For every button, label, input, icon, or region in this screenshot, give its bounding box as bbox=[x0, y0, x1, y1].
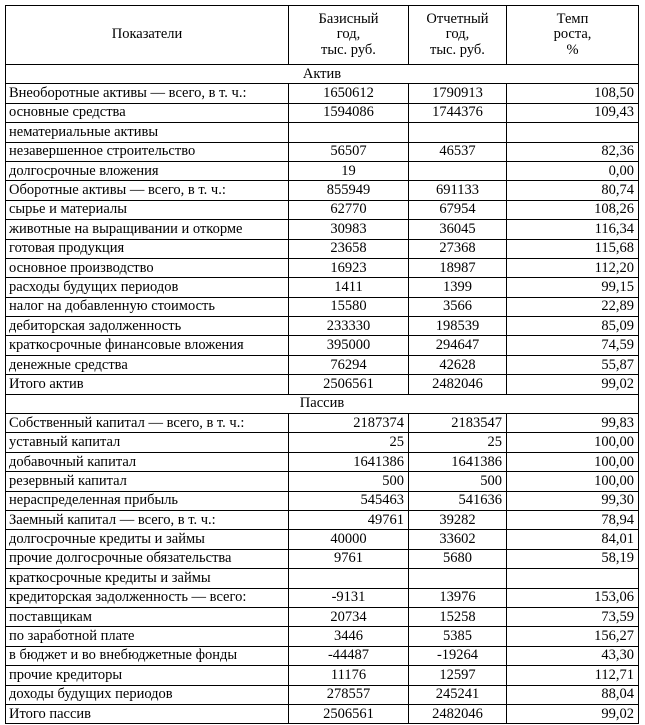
row-growth-rate-cell: 153,06 bbox=[507, 588, 639, 607]
row-indicator-cell: резервный капитал bbox=[6, 472, 289, 491]
row-growth-rate-cell: 84,01 bbox=[507, 530, 639, 549]
table-row bbox=[6, 336, 639, 355]
row-growth-rate-cell: 80,74 bbox=[507, 181, 639, 200]
row-growth-rate-cell: 109,43 bbox=[507, 103, 639, 122]
row-growth-rate-cell: 108,26 bbox=[507, 200, 639, 219]
row-base-year-cell: 233330 bbox=[289, 317, 409, 336]
row-growth-rate-cell: 156,27 bbox=[507, 627, 639, 646]
table-row bbox=[6, 239, 639, 258]
header-row bbox=[6, 6, 639, 65]
row-report-year-cell: 67954 bbox=[409, 200, 507, 219]
row-base-year-cell: 500 bbox=[289, 472, 409, 491]
table-row bbox=[6, 472, 639, 491]
section-header bbox=[6, 65, 639, 84]
row-indicator-cell: незавершенное строительство bbox=[6, 142, 289, 161]
row-growth-rate-cell: 22,89 bbox=[507, 297, 639, 316]
row-growth-rate-cell: 78,94 bbox=[507, 510, 639, 529]
row-indicator-cell: краткосрочные финансовые вложения bbox=[6, 336, 289, 355]
table-row bbox=[6, 452, 639, 471]
row-indicator-cell: прочие долгосрочные обязательства bbox=[6, 549, 289, 568]
table-row bbox=[6, 607, 639, 626]
row-growth-rate-cell: 88,04 bbox=[507, 685, 639, 704]
row-indicator-cell: денежные средства bbox=[6, 355, 289, 374]
balance-table bbox=[5, 5, 639, 724]
row-report-year-cell: 1641386 bbox=[409, 452, 507, 471]
row-indicator-cell: краткосрочные кредиты и займы bbox=[6, 569, 289, 588]
row-report-year-cell: 294647 bbox=[409, 336, 507, 355]
row-base-year-cell: 3446 bbox=[289, 627, 409, 646]
row-report-year-cell: 42628 bbox=[409, 355, 507, 374]
row-report-year-cell bbox=[409, 569, 507, 588]
row-indicator-cell: налог на добавленную стоимость bbox=[6, 297, 289, 316]
row-report-year-cell: 33602 bbox=[409, 530, 507, 549]
header-report-year: Отчетный год, тыс. руб. bbox=[409, 6, 507, 65]
row-base-year-cell bbox=[289, 569, 409, 588]
row-base-year-cell: 76294 bbox=[289, 355, 409, 374]
row-report-year-cell: 25 bbox=[409, 433, 507, 452]
table-row bbox=[6, 530, 639, 549]
row-base-year-cell: 2506561 bbox=[289, 375, 409, 394]
row-report-year-cell: 36045 bbox=[409, 220, 507, 239]
row-report-year-cell: 2482046 bbox=[409, 704, 507, 723]
table-row bbox=[6, 666, 639, 685]
row-report-year-cell: 46537 bbox=[409, 142, 507, 161]
row-report-year-cell: 541636 bbox=[409, 491, 507, 510]
table-body bbox=[6, 65, 639, 724]
row-report-year-cell: 500 bbox=[409, 472, 507, 491]
row-growth-rate-cell: 58,19 bbox=[507, 549, 639, 568]
row-report-year-cell: -19264 bbox=[409, 646, 507, 665]
row-report-year-cell bbox=[409, 123, 507, 142]
table-row bbox=[6, 549, 639, 568]
row-indicator-cell: Итого пассив bbox=[6, 704, 289, 723]
row-report-year-cell: 39282 bbox=[409, 510, 507, 529]
row-base-year-cell: 25 bbox=[289, 433, 409, 452]
row-base-year-cell: 1594086 bbox=[289, 103, 409, 122]
table-row bbox=[6, 685, 639, 704]
row-base-year-cell: 278557 bbox=[289, 685, 409, 704]
row-base-year-cell: 1641386 bbox=[289, 452, 409, 471]
row-base-year-cell: 545463 bbox=[289, 491, 409, 510]
row-base-year-cell: 1411 bbox=[289, 278, 409, 297]
table-row bbox=[6, 220, 639, 239]
row-report-year-cell: 2183547 bbox=[409, 414, 507, 433]
row-growth-rate-cell bbox=[507, 569, 639, 588]
row-base-year-cell: 16923 bbox=[289, 258, 409, 277]
row-indicator-cell: добавочный капитал bbox=[6, 452, 289, 471]
table-row bbox=[6, 646, 639, 665]
row-indicator-cell: расходы будущих периодов bbox=[6, 278, 289, 297]
table-row bbox=[6, 258, 639, 277]
row-report-year-cell bbox=[409, 161, 507, 180]
table-row bbox=[6, 142, 639, 161]
row-growth-rate-cell: 99,30 bbox=[507, 491, 639, 510]
table-row bbox=[6, 627, 639, 646]
section-header bbox=[6, 394, 639, 413]
row-growth-rate-cell: 116,34 bbox=[507, 220, 639, 239]
row-report-year-cell: 1790913 bbox=[409, 84, 507, 103]
row-base-year-cell: 19 bbox=[289, 161, 409, 180]
row-indicator-cell: долгосрочные кредиты и займы bbox=[6, 530, 289, 549]
row-growth-rate-cell bbox=[507, 123, 639, 142]
row-base-year-cell: 2506561 bbox=[289, 704, 409, 723]
row-base-year-cell: -44487 bbox=[289, 646, 409, 665]
section-title: Пассив bbox=[6, 394, 639, 413]
table-row bbox=[6, 355, 639, 374]
table-row bbox=[6, 510, 639, 529]
table-row bbox=[6, 375, 639, 394]
row-indicator-cell: уставный капитал bbox=[6, 433, 289, 452]
table-row bbox=[6, 491, 639, 510]
row-report-year-cell: 1399 bbox=[409, 278, 507, 297]
row-report-year-cell: 245241 bbox=[409, 685, 507, 704]
row-indicator-cell: в бюджет и во внебюджетные фонды bbox=[6, 646, 289, 665]
row-growth-rate-cell: 100,00 bbox=[507, 433, 639, 452]
row-indicator-cell: поставщикам bbox=[6, 607, 289, 626]
table-row bbox=[6, 123, 639, 142]
header-base-year: Базисный год, тыс. руб. bbox=[289, 6, 409, 65]
row-growth-rate-cell: 99,02 bbox=[507, 704, 639, 723]
table-row bbox=[6, 103, 639, 122]
section-title: Актив bbox=[6, 65, 639, 84]
row-base-year-cell: 15580 bbox=[289, 297, 409, 316]
row-indicator-cell: животные на выращивании и откорме bbox=[6, 220, 289, 239]
table-row bbox=[6, 433, 639, 452]
row-growth-rate-cell: 115,68 bbox=[507, 239, 639, 258]
row-indicator-cell: доходы будущих периодов bbox=[6, 685, 289, 704]
table-row bbox=[6, 588, 639, 607]
row-growth-rate-cell: 55,87 bbox=[507, 355, 639, 374]
row-report-year-cell: 5680 bbox=[409, 549, 507, 568]
table-row bbox=[6, 414, 639, 433]
row-base-year-cell: 56507 bbox=[289, 142, 409, 161]
table-row bbox=[6, 569, 639, 588]
row-report-year-cell: 1744376 bbox=[409, 103, 507, 122]
row-report-year-cell: 18987 bbox=[409, 258, 507, 277]
row-indicator-cell: Итого актив bbox=[6, 375, 289, 394]
row-report-year-cell: 15258 bbox=[409, 607, 507, 626]
row-report-year-cell: 2482046 bbox=[409, 375, 507, 394]
row-indicator-cell: дебиторская задолженность bbox=[6, 317, 289, 336]
table-row bbox=[6, 704, 639, 723]
row-base-year-cell: -9131 bbox=[289, 588, 409, 607]
row-base-year-cell: 62770 bbox=[289, 200, 409, 219]
row-base-year-cell: 20734 bbox=[289, 607, 409, 626]
row-base-year-cell bbox=[289, 123, 409, 142]
table-row bbox=[6, 297, 639, 316]
row-growth-rate-cell: 112,20 bbox=[507, 258, 639, 277]
row-indicator-cell: Заемный капитал — всего, в т. ч.: bbox=[6, 510, 289, 529]
table-row bbox=[6, 84, 639, 103]
row-report-year-cell: 198539 bbox=[409, 317, 507, 336]
row-report-year-cell: 5385 bbox=[409, 627, 507, 646]
row-indicator-cell: сырье и материалы bbox=[6, 200, 289, 219]
row-base-year-cell: 30983 bbox=[289, 220, 409, 239]
row-base-year-cell: 23658 bbox=[289, 239, 409, 258]
row-growth-rate-cell: 82,36 bbox=[507, 142, 639, 161]
row-growth-rate-cell: 85,09 bbox=[507, 317, 639, 336]
row-base-year-cell: 855949 bbox=[289, 181, 409, 200]
header-growth-rate: Темп роста, % bbox=[507, 6, 639, 65]
row-indicator-cell: нераспределенная прибыль bbox=[6, 491, 289, 510]
row-indicator-cell: Внеоборотные активы — всего, в т. ч.: bbox=[6, 84, 289, 103]
row-base-year-cell: 395000 bbox=[289, 336, 409, 355]
header-indicator: Показатели bbox=[6, 6, 289, 65]
row-report-year-cell: 27368 bbox=[409, 239, 507, 258]
table-row bbox=[6, 278, 639, 297]
row-growth-rate-cell: 108,50 bbox=[507, 84, 639, 103]
table-row bbox=[6, 200, 639, 219]
row-indicator-cell: долгосрочные вложения bbox=[6, 161, 289, 180]
row-growth-rate-cell: 73,59 bbox=[507, 607, 639, 626]
row-growth-rate-cell: 0,00 bbox=[507, 161, 639, 180]
row-base-year-cell: 11176 bbox=[289, 666, 409, 685]
row-growth-rate-cell: 100,00 bbox=[507, 452, 639, 471]
row-report-year-cell: 13976 bbox=[409, 588, 507, 607]
row-report-year-cell: 12597 bbox=[409, 666, 507, 685]
row-indicator-cell: по заработной плате bbox=[6, 627, 289, 646]
row-indicator-cell: Собственный капитал — всего, в т. ч.: bbox=[6, 414, 289, 433]
row-indicator-cell: Оборотные активы — всего, в т. ч.: bbox=[6, 181, 289, 200]
table-row bbox=[6, 181, 639, 200]
row-report-year-cell: 3566 bbox=[409, 297, 507, 316]
row-report-year-cell: 691133 bbox=[409, 181, 507, 200]
table-row bbox=[6, 161, 639, 180]
row-base-year-cell: 49761 bbox=[289, 510, 409, 529]
row-growth-rate-cell: 43,30 bbox=[507, 646, 639, 665]
row-base-year-cell: 9761 bbox=[289, 549, 409, 568]
row-indicator-cell: нематериальные активы bbox=[6, 123, 289, 142]
row-growth-rate-cell: 99,15 bbox=[507, 278, 639, 297]
row-base-year-cell: 1650612 bbox=[289, 84, 409, 103]
row-indicator-cell: основное производство bbox=[6, 258, 289, 277]
row-growth-rate-cell: 74,59 bbox=[507, 336, 639, 355]
row-indicator-cell: основные средства bbox=[6, 103, 289, 122]
row-indicator-cell: прочие кредиторы bbox=[6, 666, 289, 685]
row-base-year-cell: 2187374 bbox=[289, 414, 409, 433]
row-growth-rate-cell: 100,00 bbox=[507, 472, 639, 491]
row-indicator-cell: кредиторская задолженность — всего: bbox=[6, 588, 289, 607]
row-base-year-cell: 40000 bbox=[289, 530, 409, 549]
table-row bbox=[6, 317, 639, 336]
row-growth-rate-cell: 99,02 bbox=[507, 375, 639, 394]
row-growth-rate-cell: 112,71 bbox=[507, 666, 639, 685]
row-indicator-cell: готовая продукция bbox=[6, 239, 289, 258]
row-growth-rate-cell: 99,83 bbox=[507, 414, 639, 433]
